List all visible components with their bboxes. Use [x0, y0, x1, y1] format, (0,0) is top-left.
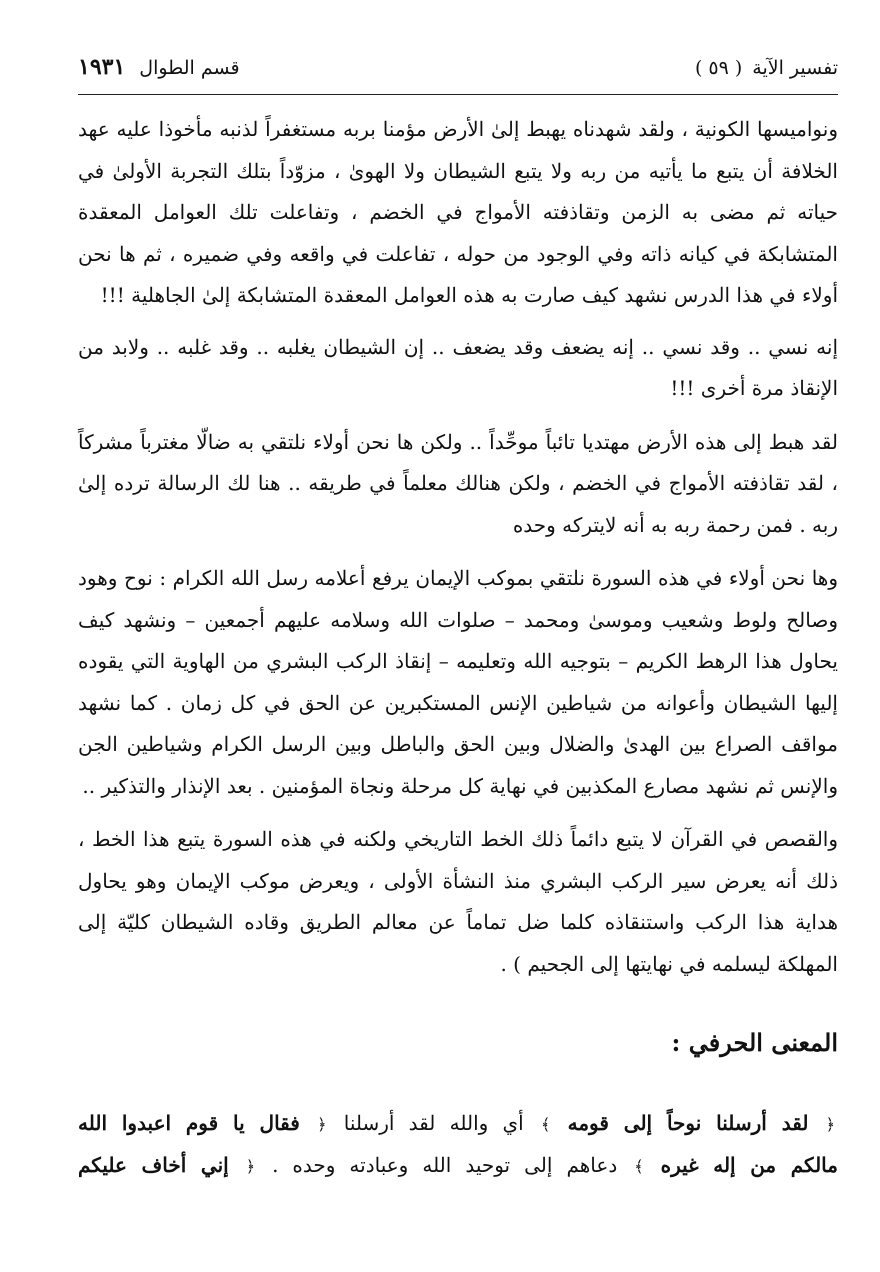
quran-quote: فقال يا قوم اعبدوا الله	[78, 1111, 300, 1135]
ornate-bracket: ﴿	[245, 1157, 256, 1176]
header-book-section: تفسير الآية	[752, 57, 838, 79]
header-part-name: قسم الطوال	[139, 57, 240, 79]
verse-line	[78, 1145, 838, 1187]
quran-quote: إني أخاف عليكم	[78, 1153, 229, 1177]
paragraph-2: إنه نسي .. وقد نسي .. إنه يضعف وقد يضعف .. إن الشيطان يغلبه .. وقد غلبه .. ولابد من الإنقاذ مرة أخرى !!!	[78, 334, 838, 400]
ornate-bracket: ﴾	[634, 1157, 644, 1176]
ornate-bracket: ﴾	[540, 1115, 551, 1134]
header-verse-info	[695, 57, 838, 79]
verse-commentary	[78, 1103, 838, 1187]
section-title: المعنى الحرفي :	[671, 1028, 838, 1057]
quran-quote: مالكم من إله غيره	[660, 1153, 838, 1177]
paragraph-5: والقصص في القرآن لا يتبع دائماً ذلك الخط التاريخي ولكنه في هذه السورة يتبع هذا الخط ، ذلك أنه يعرض سير الركب البشري منذ النشأة الأولى ، ويعرض موكب الإيمان وهو يحاول هداية هذا الركب واستنقاذه كلما ضل تماماً عن معالم الطريق وقاده الشيطان كليّة إلى المهلكة ليسلمه في نهايتها إلى الجحيم ) .	[78, 827, 838, 976]
running-header	[78, 54, 838, 90]
paragraph-3: لقد هبط إلى هذه الأرض مهتديا تائباً موحِّداً .. ولكن ها نحن أولاء نلتقي به ضالّا مغترباً مشركاً ، لقد تقاذفته الأمواج في الخضم ، ولكن هنالك معلماً في طريقه .. هنا لك الرسالة ترده إلىٰ ربه . فمن رحمة ربه به أنه لايتركه وحده	[78, 429, 838, 537]
header-verse-ref: ( ٥٩ )	[694, 57, 743, 79]
paragraph-4: وها نحن أولاء في هذه السورة نلتقي بموكب الإيمان يرفع أعلامه رسل الله الكرام : نوح وهود وصالح ولوط وشعيب وموسىٰ ومحمد – صلوات الله وسلامه عليهم أجمعين – ونشهد كيف يحاول هذا الرهط الكريم – بتوجيه الله وتعليمه – إنقاذ الركب البشري من الهاوية التي يقوده إليها الشيطان وأعوانه من شياطين الإنس المستكبرين عن الحق في كل زمان . كما نشهد مواقف الصراع بين الهدىٰ والضلال وبين الحق والباطل وبين الرسل الكرام وشياطين الجن والإنس ثم نشهد مصارع المكذبين في نهاية كل مرحلة ونجاة المؤمنين . بعد الإنذار والتذكير ..	[78, 566, 838, 798]
header-divider	[78, 94, 838, 95]
verse-line	[78, 1103, 838, 1145]
quran-quote: لقد أرسلنا نوحاً إلى قومه	[567, 1111, 809, 1135]
book-page	[78, 54, 838, 1187]
ornate-bracket: ﴿	[317, 1115, 327, 1134]
header-part-info	[78, 54, 240, 80]
commentary-text: أي والله لقد أرسلنا	[343, 1111, 524, 1135]
commentary-text: دعاهم إلى توحيد الله وعبادته وحده .	[272, 1153, 618, 1177]
page-number: ١٩٣١	[78, 54, 126, 80]
ornate-bracket: ﴿	[825, 1115, 836, 1134]
paragraph-1: ونواميسها الكونية ، ولقد شهدناه يهبط إلىٰ الأرض مؤمنا بربه مستغفراً لذنبه مأخوذا عليه عهد الخلافة أن يتبع ما يأتيه من ربه ولا يتبع الشيطان ولا الهوىٰ ، مزوّداً بتلك التجربة الأولىٰ في حياته ثم مضى به الزمن وتقاذفته الأمواج في الخضم ، وتفاعلت تلك العوامل المعقدة المتشابكة في كيانه ذاته وفي الوجود من حوله ، تفاعلت في واقعه وفي ضميره ، ثم ها نحن أولاء في هذا الدرس نشهد كيف صارت به هذه العوامل المعقدة المتشابكة إلىٰ الجاهلية !!!	[78, 117, 838, 307]
